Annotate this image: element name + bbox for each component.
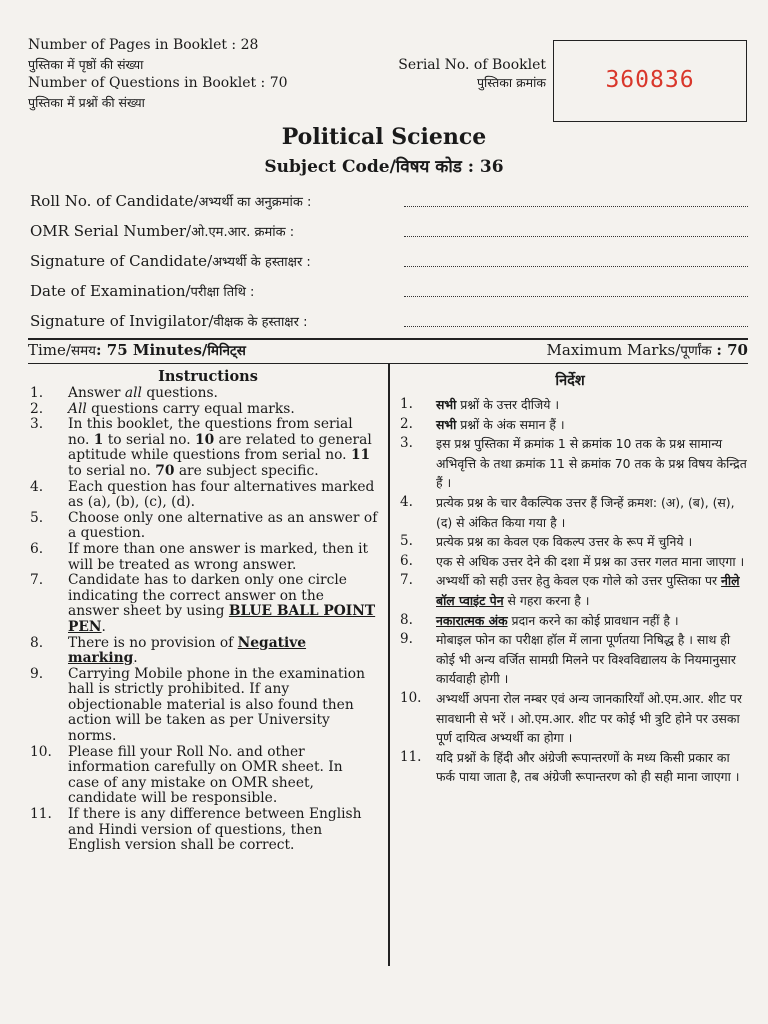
list-item: 4. प्रत्येक प्रश्न के चार वैकल्पिक उत्तर हैं जिन्हें क्रमश: (अ), (ब), (स), (द) से अंकित किया गया है । [400, 493, 735, 530]
invigilator-signature-label: Signature of Invigilator/वीक्षक के हस्ताक्षर : [30, 312, 308, 330]
list-item: 1. Answer all questions. [30, 385, 218, 401]
list-item: 11. यदि प्रश्नों के हिंदी और अंग्रेजी रूपान्तरणों के मध्य किसी प्रकार का फर्क पाया जाता है, तब अंग्रेजी रूपान्तरण को ही सही माना जाएगा । [400, 748, 740, 785]
serial-label-hindi: पुस्तिका क्रमांक [476, 75, 546, 90]
pages-count: Number of Pages in Booklet : 28 [28, 37, 259, 53]
exam-date-field[interactable] [30, 278, 748, 308]
candidate-signature-label: Signature of Candidate/अभ्यर्थी के हस्ताक्षर : [30, 252, 311, 270]
list-item: 8. नकारात्मक अंक प्रदान करने का कोई प्रावधान नहीं है । [400, 611, 679, 628]
list-item: 5. प्रत्येक प्रश्न का केवल एक विकल्प उत्तर के रूप में चुनिये । [400, 533, 693, 550]
subject-code: Subject Code/विषय कोड : 36 [264, 157, 504, 177]
list-item: 6. एक से अधिक उत्तर देने की दशा में प्रश्न का उत्तर गलत माना जाएगा । [400, 552, 745, 569]
candidate-fields [30, 188, 748, 338]
roll-number-line[interactable] [404, 206, 748, 207]
time-allowed: Time/समय: 75 Minutes/मिनिट्स [28, 341, 246, 359]
list-item: 7. अभ्यर्थी को सही उत्तर हेतु केवल एक गोले को उत्तर पुस्तिका पर नीले बॉल प्वाइंट पेन से गहरा करना है । [400, 572, 740, 608]
instructions-list [30, 386, 378, 854]
list-item: 7. Candidate has to darken only one circle indicating the correct answer on the answer sheet by using BLUE BALL POINT PEN. [30, 572, 376, 635]
list-item: 3. In this booklet, the questions from serial no. 1 to serial no. 10 are related to general aptitude while questions from serial no. 11 to serial no. 70 are subject specific. [30, 416, 372, 479]
list-item: 8. There is no provision of Negative marking. [30, 634, 307, 667]
questions-count-hindi: पुस्तिका में प्रश्नों की संख्या [28, 95, 145, 110]
roll-number-field[interactable] [30, 188, 748, 218]
pages-count-hindi: पुस्तिका में पृष्ठों की संख्या [28, 57, 144, 72]
list-item: 10. अभ्यर्थी अपना रोल नम्बर एवं अन्य जानकारियाँ ओ.एम.आर. शीट पर सावधानी से भरें । ओ.एम.आर. शीट पर कोई भी त्रुटि होने पर उसका पूर्ण दायित्व अभ्यर्थी का होगा । [400, 689, 742, 746]
list-item: 11. If there is any difference between English and Hindi version of questions, then English version shall be correct. [30, 806, 362, 854]
list-item: 5. Choose only one alternative as an answer of a question. [30, 509, 378, 542]
list-item: 1. सभी प्रश्नों के उत्तर दीजिये । [400, 396, 560, 412]
omr-serial-line[interactable] [404, 236, 748, 237]
serial-number-box [553, 40, 747, 122]
invigilator-signature-field[interactable] [30, 308, 748, 338]
roll-number-label: Roll No. of Candidate/अभ्यर्थी का अनुक्रमांक : [30, 192, 312, 210]
hindi-instructions-list [400, 395, 752, 787]
instructions-heading: Instructions [158, 368, 258, 385]
list-item: 4. Each question has four alternatives marked as (a), (b), (c), (d). [30, 478, 375, 511]
list-item: 6. If more than one answer is marked, then it will be treated as wrong answer. [30, 540, 369, 573]
questions-count: Number of Questions in Booklet : 70 [28, 75, 288, 91]
list-item: 9. Carrying Mobile phone in the examination hall is strictly prohibited. If any objectionable material is also found then action will be taken as per University norms. [30, 665, 365, 745]
omr-serial-field[interactable] [30, 218, 748, 248]
exam-date-line[interactable] [404, 296, 748, 297]
maximum-marks: Maximum Marks/पूर्णांक : 70 [546, 341, 748, 359]
serial-number: 360836 [605, 67, 695, 93]
serial-label [370, 56, 546, 92]
list-item: 3. इस प्रश्न पुस्तिका में क्रमांक 1 से क्रमांक 10 तक के प्रश्न सामान्य अभिवृत्ति के तथा क्रमांक 11 से क्रमांक 70 तक के प्रश्न विषय केन्द्रित हैं । [400, 435, 747, 491]
list-item: 10. Please fill your Roll No. and other information carefully on OMR sheet. In case of any mistake on OMR sheet, candidate will be responsible. [30, 743, 343, 807]
column-divider [388, 363, 390, 966]
hindi-instructions-heading: निर्देश [555, 373, 585, 389]
invigilator-signature-line[interactable] [404, 326, 748, 327]
omr-serial-label: OMR Serial Number/ओ.एम.आर. क्रमांक : [30, 222, 295, 240]
candidate-signature-field[interactable] [30, 248, 748, 278]
divider [28, 338, 748, 340]
paper-title: Political Science [281, 124, 487, 150]
serial-label-english: Serial No. of Booklet [398, 57, 546, 73]
booklet-info [28, 36, 358, 112]
candidate-signature-line[interactable] [404, 266, 748, 267]
list-item: 2. All questions carry equal marks. [30, 400, 295, 417]
list-item: 2. सभी प्रश्नों के अंक समान हैं । [400, 415, 565, 432]
exam-date-label: Date of Examination/परीक्षा तिथि : [30, 282, 255, 300]
list-item: 9. मोबाइल फोन का परीक्षा हॉल में लाना पूर्णतया निषिद्ध है । साथ ही कोई भी अन्य वर्जित सामग्री मिलने पर विश्वविद्यालय के नियमानुसार कार्यवाही होगी । [400, 631, 736, 687]
